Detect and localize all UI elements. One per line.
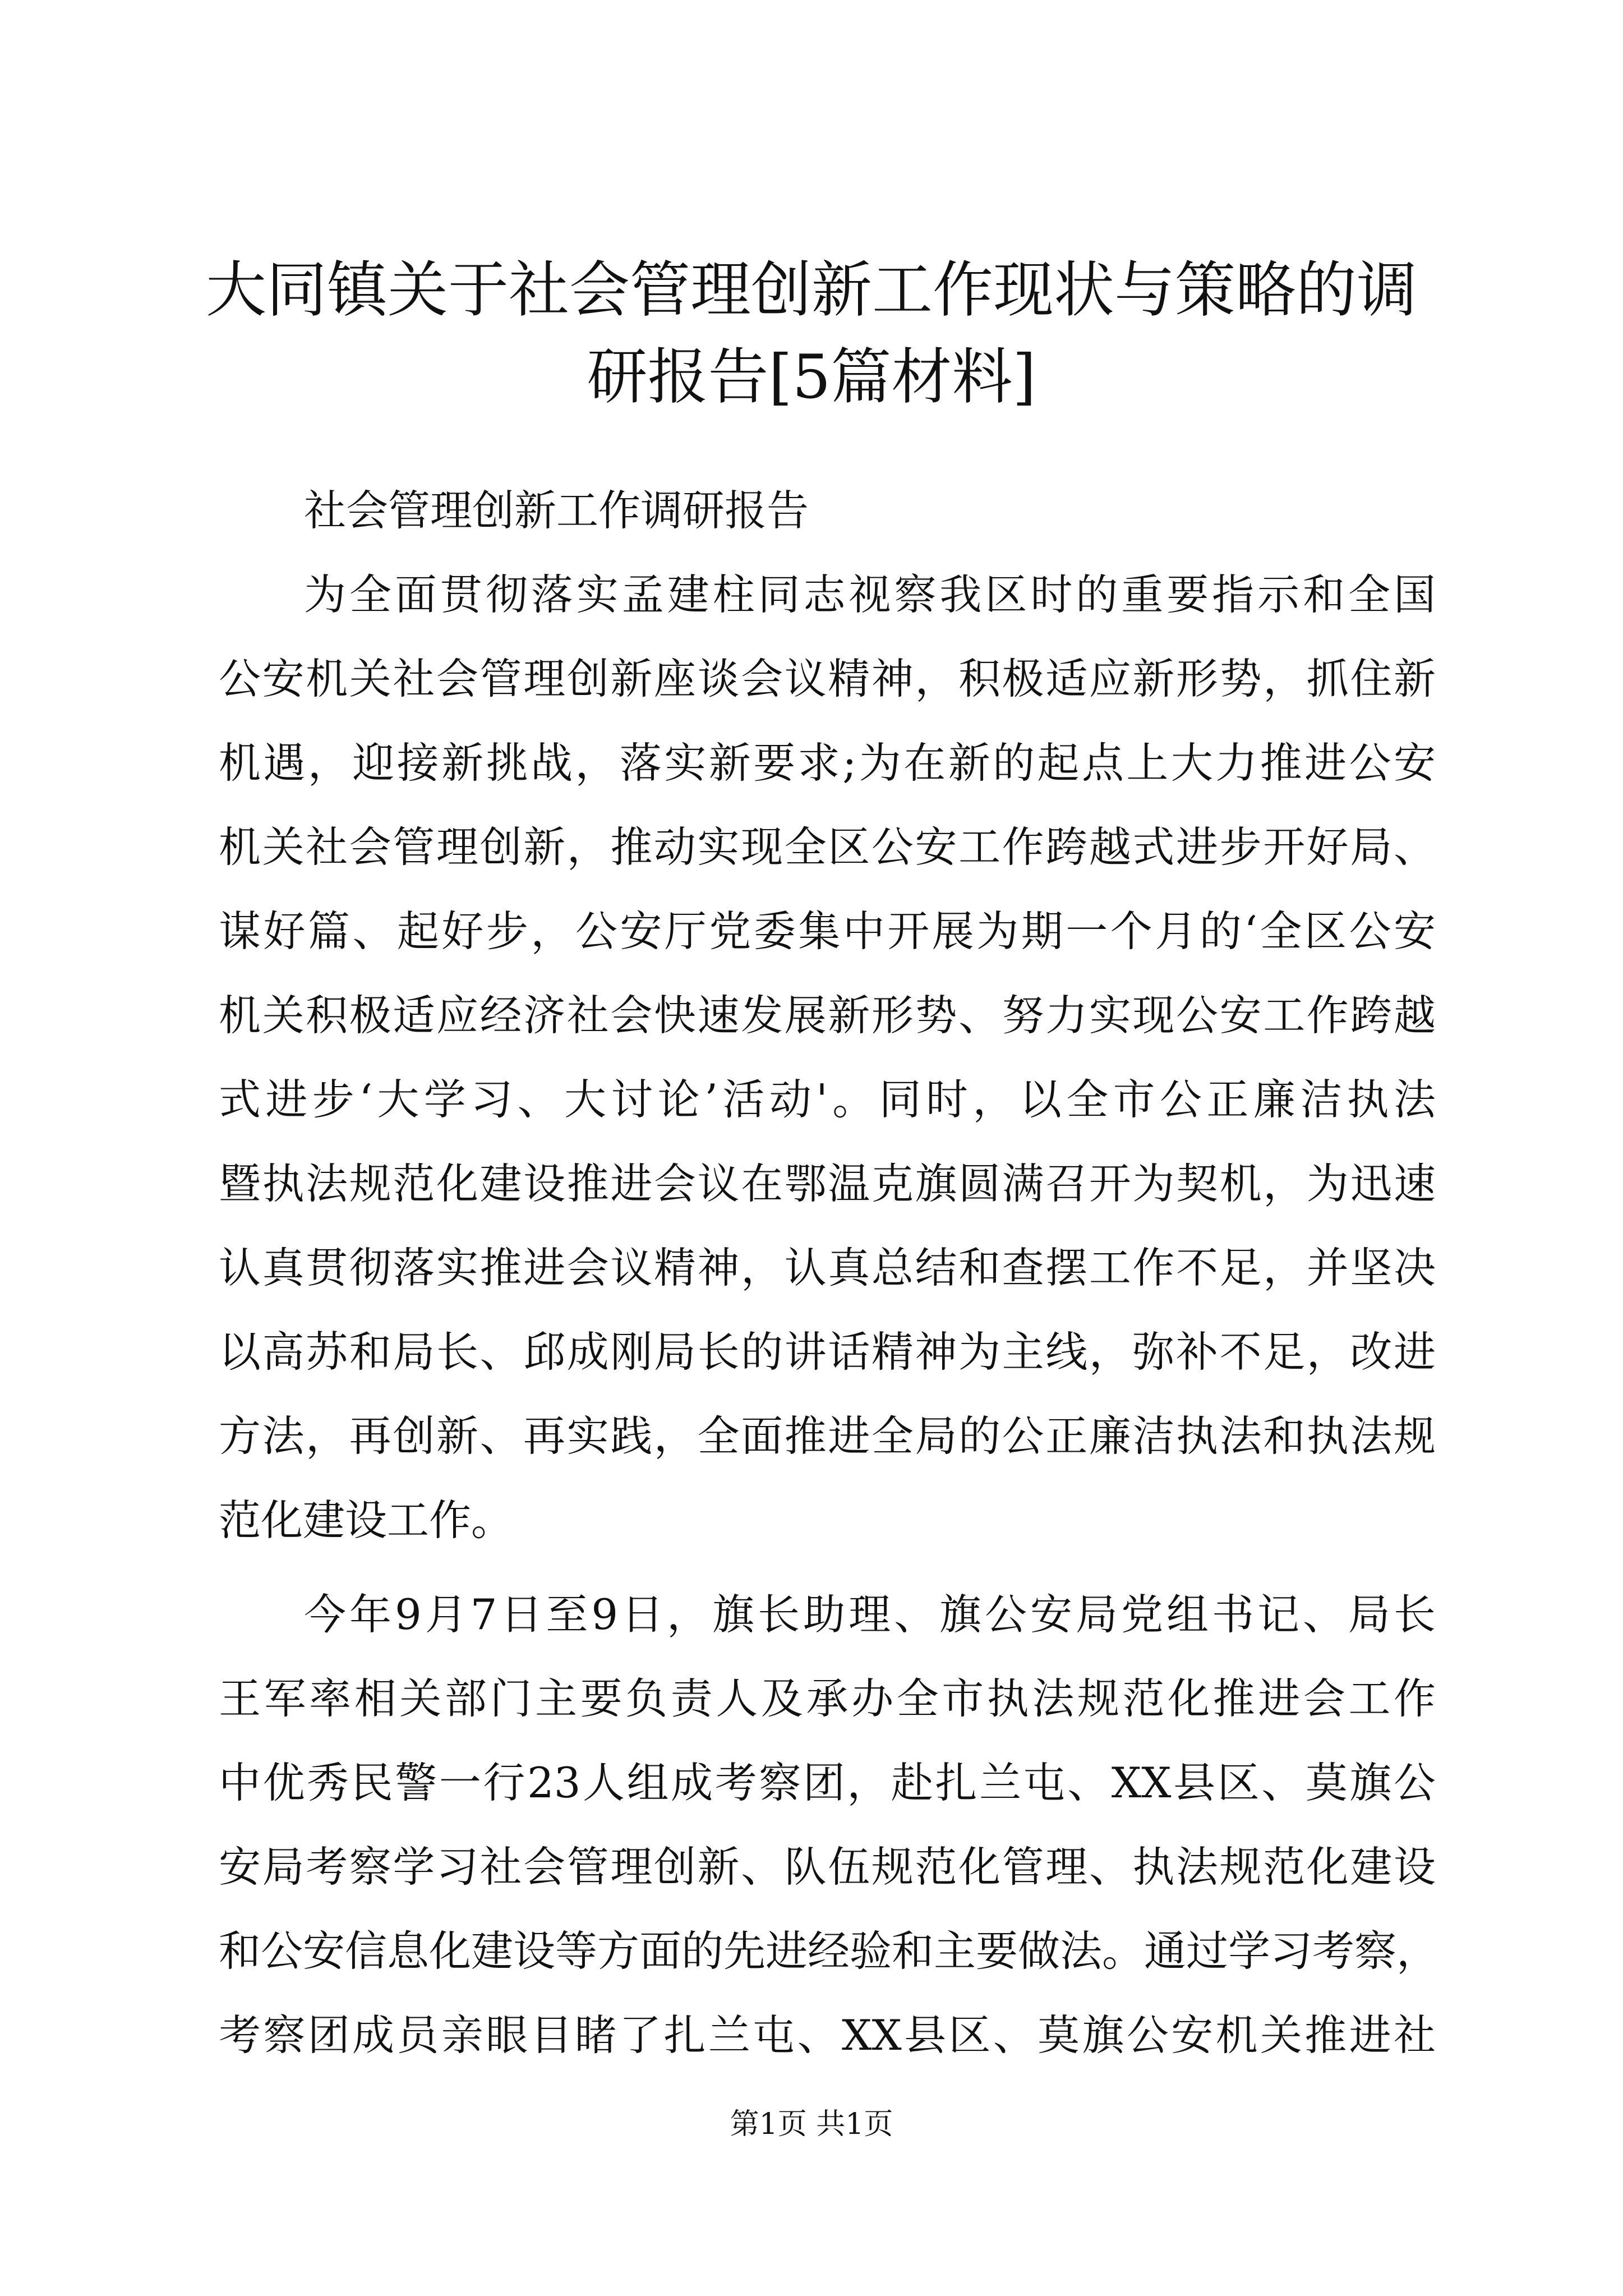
title-line: 研报告[5篇材料]	[587, 342, 1036, 412]
paragraph-line: 机关社会管理创新，推动实现全区公安工作跨越式进步开好局、	[219, 822, 1436, 872]
paragraph-line: 谋好篇、起好步，公安厅党委集中开展为期一个月的‘全区公安	[219, 907, 1436, 956]
page-footer	[0, 2105, 1623, 2144]
paragraph-line: 为全面贯彻落实孟建柱同志视察我区时的重要指示和全国	[304, 570, 1436, 619]
paragraph-2	[219, 1572, 1439, 2077]
paragraph-line: 以高苏和局长、邱成刚局长的讲话精神为主线，弥补不足，改进	[219, 1327, 1436, 1377]
paragraph-line: 安局考察学习社会管理创新、队伍规范化管理、执法规范化建设	[219, 1842, 1436, 1892]
paragraph-line: 和公安信息化建设等方面的先进经验和主要做法。通过学习考察，	[219, 1926, 1439, 1976]
document-title	[168, 247, 1455, 421]
paragraph-line: 公安机关社会管理创新座谈会议精神，积极适应新形势，抓住新	[219, 654, 1436, 703]
paragraph-line: 认真贯彻落实推进会议精神，认真总结和查摆工作不足，并坚决	[219, 1243, 1436, 1292]
paragraph-line: 式进步‘大学习、大讨论’活动'。同时，以全市公正廉洁执法	[219, 1075, 1436, 1124]
paragraph-line: 中优秀民警一行23人组成考察团，赴扎兰屯、XX县区、莫旗公	[219, 1758, 1436, 1807]
paragraph-line: 方法，再创新、再实践，全面推进全局的公正廉洁执法和执法规	[219, 1411, 1436, 1461]
paragraph-line: 今年9月7日至9日，旗长助理、旗公安局党组书记、局长	[304, 1590, 1436, 1639]
paragraph-1	[219, 553, 1436, 1562]
title-line: 大同镇关于社会管理创新工作现状与策略的调	[205, 255, 1417, 325]
paragraph-line: 范化建设工作。	[219, 1496, 514, 1545]
section-subtitle: 社会管理创新工作调研报告	[304, 486, 809, 535]
paragraph-line: 考察团成员亲眼目睹了扎兰屯、XX县区、莫旗公安机关推进社	[219, 2010, 1436, 2060]
document-body	[219, 468, 1439, 2077]
paragraph-line: 机遇，迎接新挑战，落实新要求;为在新的起点上大力推进公安	[219, 738, 1436, 788]
paragraph-line: 机关积极适应经济社会快速发展新形势、努力实现公安工作跨越	[219, 991, 1436, 1040]
paragraph-line: 暨执法规范化建设推进会议在鄂温克旗圆满召开为契机，为迅速	[219, 1159, 1436, 1208]
paragraph-line: 王军率相关部门主要负责人及承办全市执法规范化推进会工作	[219, 1674, 1436, 1723]
page-number-label: 第1页 共1页	[730, 2108, 893, 2141]
